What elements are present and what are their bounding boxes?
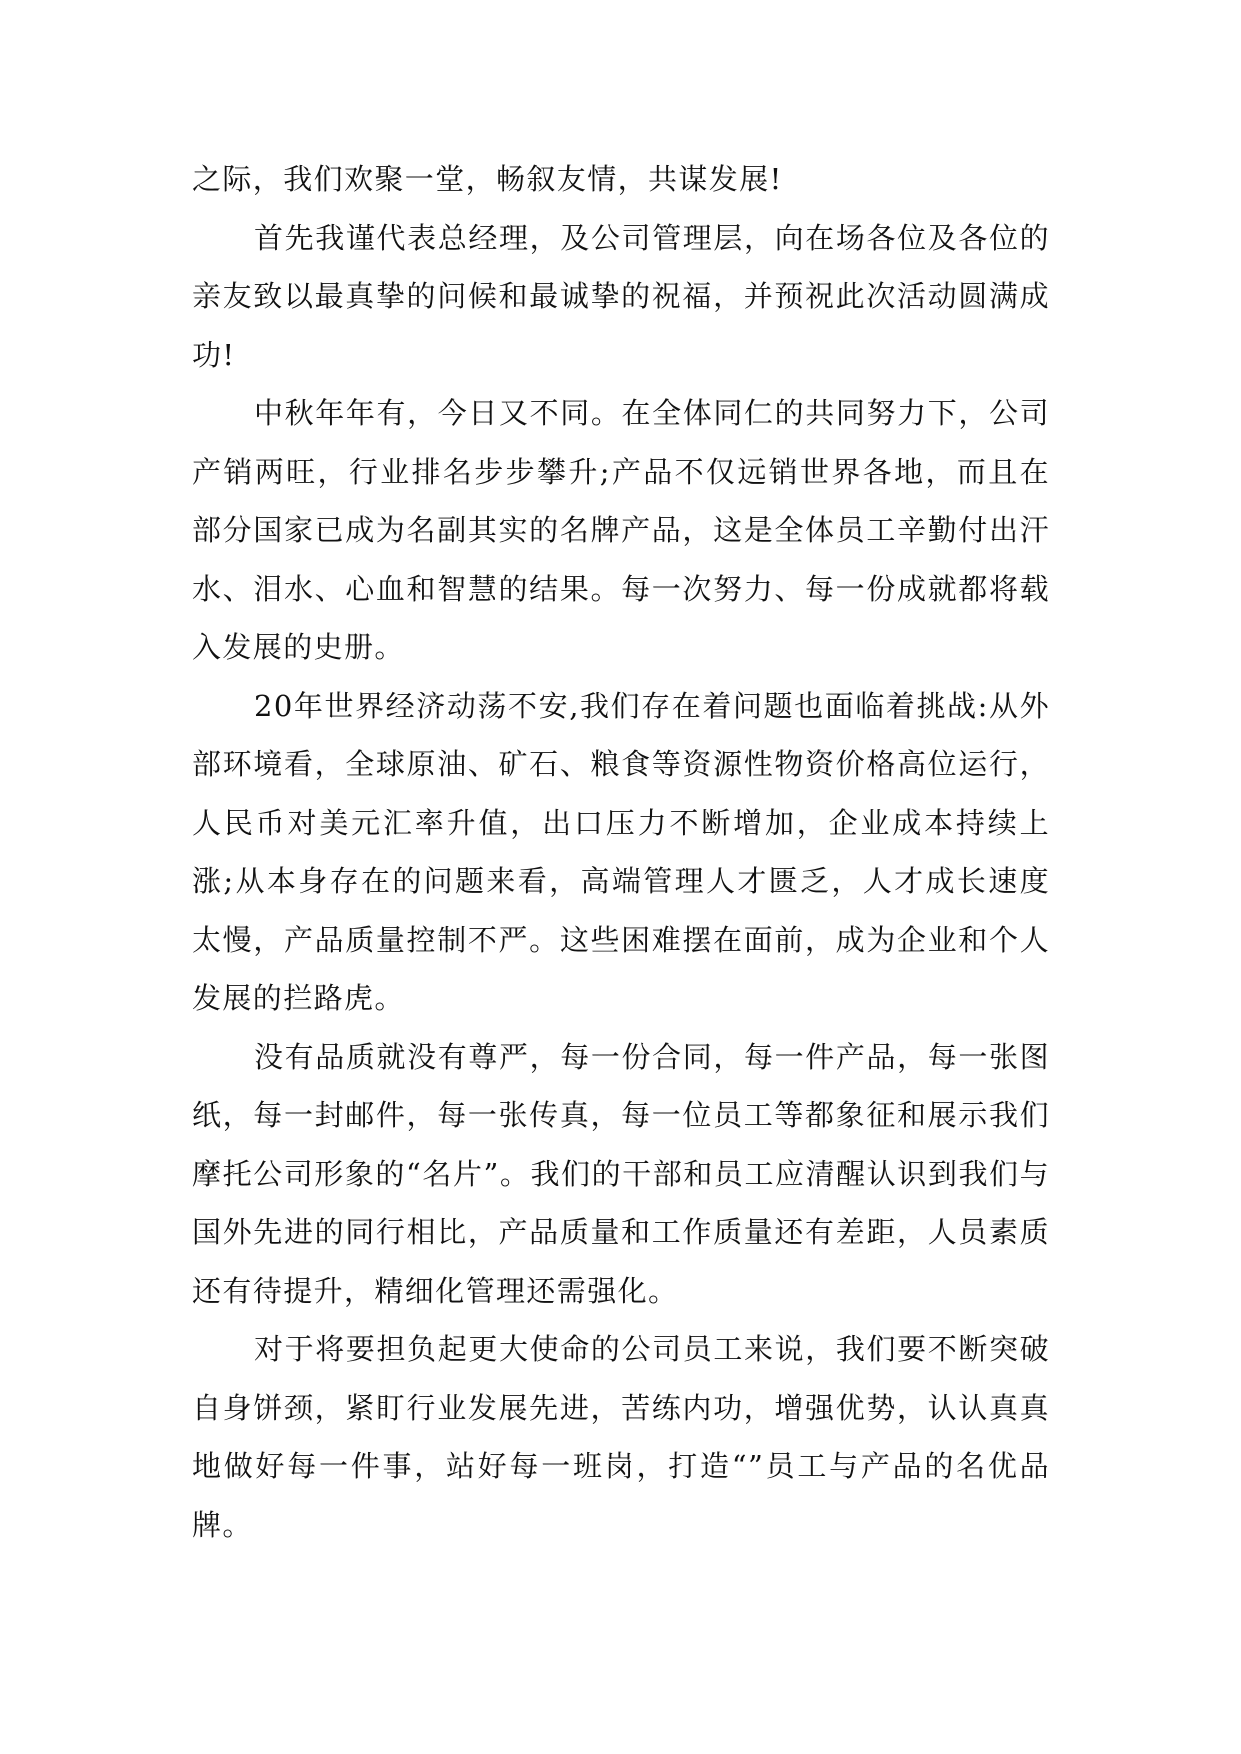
paragraph-1: 之际，我们欢聚一堂，畅叙友情，共谋发展! xyxy=(192,162,783,196)
paragraph-6: 对于将要担负起更大使命的公司员工来说，我们要不断突破自身饼颈，紧盯行业发展先进，苦练内功，增强优势，认认真真地做好每一件事，站好每一班岗，打造“”员工与产品的名优品牌。 xyxy=(192,1332,1050,1542)
paragraph-2: 首先我谨代表总经理，及公司管理层，向在场各位及各位的亲友致以最真挚的问候和最诚挚的祝福，并预祝此次活动圆满成功! xyxy=(192,220,1050,372)
paragraph-5: 没有品质就没有尊严，每一份合同，每一件产品，每一张图纸，每一封邮件，每一张传真，每一位员工等都象征和展示我们摩托公司形象的“名片”。我们的干部和员工应清醒认识到我们与国外先进的同行相比，产品质量和工作质量还有差距，人员素质还有待提升，精细化管理还需强化。 xyxy=(192,1039,1050,1308)
paragraph-3: 中秋年年有，今日又不同。在全体同仁的共同努力下，公司产销两旺，行业排名步步攀升;产品不仅远销世界各地，而且在部分国家已成为名副其实的名牌产品，这是全体员工辛勤付出汗水、泪水、心血和智慧的结果。每一次努力、每一份成就都将载入发展的史册。 xyxy=(192,396,1050,664)
paragraph-4: 20年世界经济动荡不安,我们存在着问题也面临着挑战:从外部环境看，全球原油、矿石、粮食等资源性物资价格高位运行，人民币对美元汇率升值，出口压力不断增加，企业成本持续上涨;从本身存在的问题来看，高端管理人才匮乏，人才成长速度太慢，产品质量控制不严。这些困难摆在面前，成为企业和个人发展的拦路虎。 xyxy=(192,688,1050,1015)
document-page xyxy=(192,150,1050,1554)
